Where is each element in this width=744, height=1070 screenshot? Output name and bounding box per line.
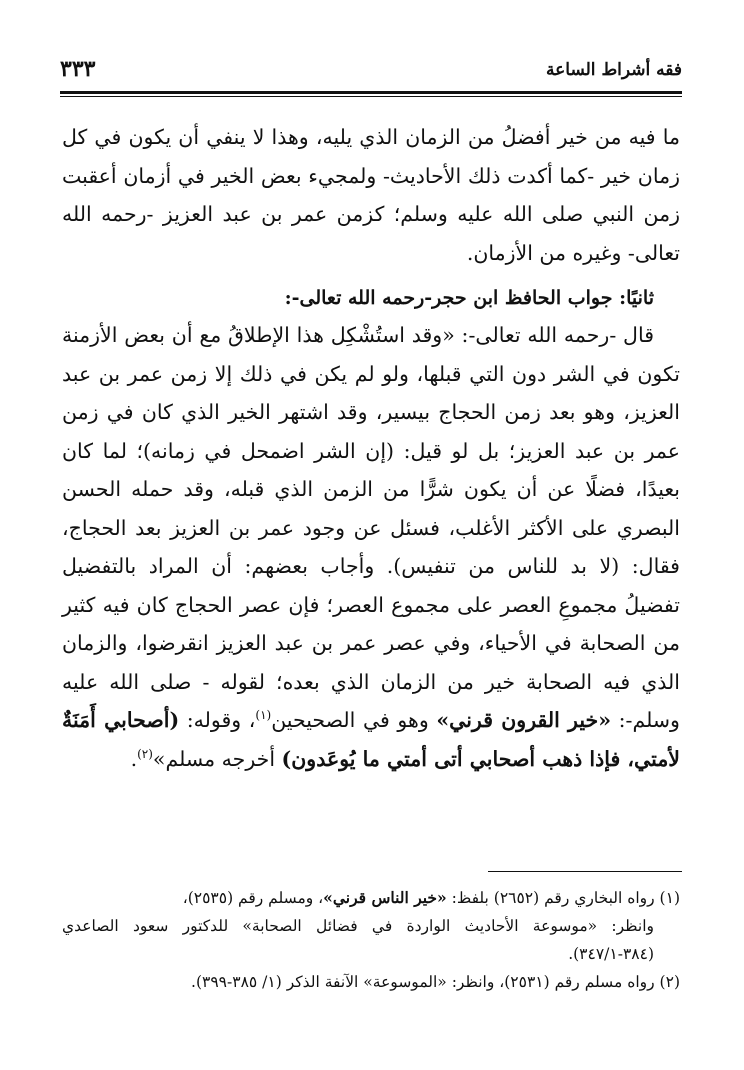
footnote-2: (٢) رواه مسلم رقم (٢٥٣١)، وانظر: «الموسوعة» الآنفة الذكر (١/ ٣٨٥-٣٩٩). (191, 973, 680, 991)
hadith-khair-al-qurun: «خير القرون قرني» (436, 708, 612, 732)
header-rule-thin (60, 96, 682, 97)
footnote-1-text: (١) رواه البخاري رقم (٢٦٥٢) بلفظ: (446, 889, 680, 907)
running-title: فقه أشراط الساعة (546, 60, 682, 80)
footnote-ref-1[interactable]: (١) (255, 708, 272, 723)
paragraph-ibn-hajar-quote (62, 316, 680, 778)
footnote-1-continued: وانظر: «موسوعة الأحاديث الواردة في فضائل الصحابة» للدكتور سعود الصاعدي (٣٨٤-٣٤٧/١). (62, 917, 654, 963)
quote-text: قال -رحمه الله تعالى-: «وقد استُشْكِل هذا الإطلاقُ مع أن بعض الأزمنة تكون في الشر دون التي قبلها، ولو لم يكن في ذلك إلا زمن عمر بن عبد العزيز، وهو بعد زمن الحجاج بيسير، وقد اشتهر الخير الذي كان في زمن عمر بن عبد العزيز؛ بل لو قيل: (إن الشر اضمحل في زمانه)؛ لما كان بعيدًا، فضلًا عن أن يكون شرًّا من الزمن الذي قبله، وقد حمله الحسن البصري على الأكثر الأغلب، فسئل عن وجود عمر بن العزيز بعد الحجاج، فقال: (لا بد للناس من تنفيس). وأجاب بعضهم: أن المراد بالتفضيل تفضيلُ مجموعِ العصر على مجموع العصر؛ فإن عصر الحجاج كان فيه كثير من الصحابة في الأحياء، وفي عصر عمر بن عبد العزيز انقرضوا، والزمان الذي فيه الصحابة خير من الزمان الذي بعده؛ لقوله - صلى الله عليه وسلم-: (62, 323, 680, 732)
main-text (62, 118, 680, 778)
section-heading (62, 280, 680, 316)
paragraph-intro: ما فيه من خير أفضلُ من الزمان الذي يليه، وهذا لا ينفي أن يكون في كل زمان خير -كما أكدت ذلك الأحاديث- ولمجيء بعض الخير في أزمان أعقبت زمن النبي صلى الله عليه وسلم؛ كزمن عمر بن عبد العزيز -رحمه الله تعالى- وغيره من الأزمان. (62, 125, 680, 265)
quote-text-join: ، وقوله: (179, 708, 256, 732)
quote-text-end: أخرجه مسلم» (152, 746, 282, 771)
footnotes (62, 884, 680, 996)
section-heading-text: جواب الحافظ ابن حجر-رحمه الله تعالى-: (284, 287, 613, 309)
header-rule-thick (60, 91, 682, 94)
quote-text-mid: وهو في الصحيحين (271, 708, 437, 732)
quote-text-final: . (130, 746, 138, 771)
footnote-1-bold: «خير الناس قرني» (323, 888, 447, 907)
footnote-1-text-end: ، ومسلم رقم (٢٥٣٥)، (182, 889, 324, 907)
footnote-separator (488, 871, 682, 872)
footnote-1 (62, 884, 680, 912)
page-number: ٣٣٣ (60, 56, 96, 82)
section-heading-label: ثانيًا: (619, 287, 654, 309)
page-header (60, 56, 682, 90)
hadith-ashabi-amanah: (أصحابي أَمَنَةٌ لأمتي، فإذا ذهب أصحابي أتى أمتي ما يُوعَدون) (62, 708, 680, 771)
footnote-ref-2[interactable]: (٢) (137, 746, 153, 761)
